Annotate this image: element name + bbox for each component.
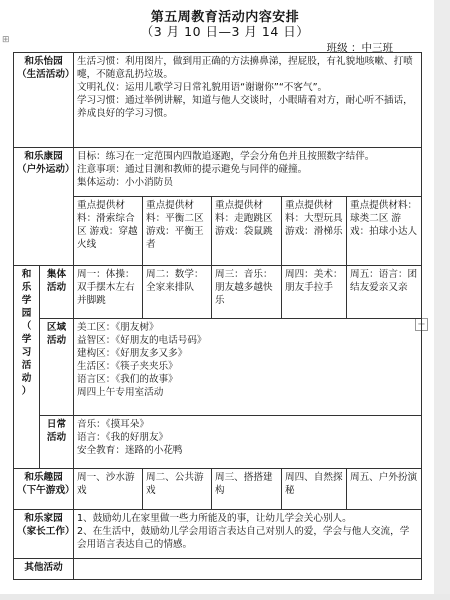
collective-day-cell: 周五：语言：团结友爱亲又亲 xyxy=(347,266,422,319)
daily-line: 安全教育：迷路的小花鸭 xyxy=(77,445,183,456)
document-title: 第五周教育活动内容安排 xyxy=(150,10,300,25)
health-day-cell: 重点提供材料：走跑跳区 游戏：袋鼠跳 xyxy=(212,197,282,266)
class-label: 班级 ：中三班 xyxy=(326,42,393,54)
add-column-icon[interactable]: + xyxy=(415,318,428,331)
row-other xyxy=(14,559,422,580)
health-day-cell: 重点提供材料：平衡二区 游戏：平衡王者 xyxy=(143,197,212,266)
row-family xyxy=(14,510,422,559)
section-health-content xyxy=(74,148,422,197)
right-margin-shade xyxy=(434,0,450,600)
fun-day-cell: 周二、公共游戏 xyxy=(143,469,212,510)
section-family-label: 和乐家园 （家长工作） xyxy=(14,510,74,559)
row-health-days xyxy=(14,197,422,266)
daily-content xyxy=(74,416,422,469)
table-move-handle-icon[interactable]: ⊞ xyxy=(2,35,10,45)
health-day-cell: 重点提供材料：滑索综合区 游戏：穿越火线 xyxy=(74,197,143,266)
daily-line: 音乐：《摸耳朵》 xyxy=(77,419,149,430)
family-line: 1、鼓励幼儿在家里做一些力所能及的事，让幼儿学会关心别人。 xyxy=(77,513,352,524)
daily-label: 日常 活动 xyxy=(40,416,74,469)
collective-day-cell: 周二：数学：全家来排队 xyxy=(143,266,212,319)
schedule-table xyxy=(13,52,422,580)
row-learn-daily xyxy=(14,416,422,469)
area-line: 周四上午专用室活动 xyxy=(77,387,164,398)
area-content xyxy=(74,319,422,416)
health-line: 集体运动：小小消防员 xyxy=(77,177,173,188)
fun-day-cell: 周五、户外扮演 xyxy=(347,469,422,510)
daily-line: 语言：《我的好朋友》 xyxy=(77,432,169,443)
section-health-label: 和乐康园 （户外运动） xyxy=(14,148,74,266)
row-happy xyxy=(14,53,422,148)
area-line: 生活区：《筷子夹夹乐》 xyxy=(77,361,178,372)
family-line: 2、在生活中，鼓励幼儿学会用语言表达自己对别人的爱，学会与他人交流，学会用语言表达自己的情感。 xyxy=(77,526,410,550)
row-learn-area xyxy=(14,319,422,416)
section-happy-content xyxy=(74,53,422,148)
row-health-goals xyxy=(14,148,422,197)
health-day-cell: 重点提供材料：球类二区 游戏：拍球小达人 xyxy=(347,197,422,266)
section-learn-label: 和 乐 学 园 （ 学 习 活 动 ） xyxy=(14,266,40,469)
health-line: 注意事项：通过目测和教师的提示避免与同伴的碰撞。 xyxy=(77,164,308,175)
row-fun xyxy=(14,469,422,510)
fun-day-cell: 周一、沙水游戏 xyxy=(74,469,143,510)
area-line: 语言区：《我们的故事》 xyxy=(77,374,178,385)
section-other-content xyxy=(74,559,422,580)
collective-day-cell: 周一：体操：双手摆木左右并脚跳 xyxy=(74,266,143,319)
row-learn-collective xyxy=(14,266,422,319)
area-line: 美工区：《朋友树》 xyxy=(77,322,159,333)
section-other-label: 其他活动 xyxy=(14,559,74,580)
collective-day-cell: 周四：美术：朋友手拉手 xyxy=(282,266,347,319)
bottom-scroll-area xyxy=(0,594,450,600)
happy-line: 学习习惯：通过举例讲解，知道与他人交谈时，小眼睛看对方，耐心听不插话，养成良好的学习习惯。 xyxy=(77,95,413,119)
collective-day-cell: 周三：音乐：朋友越多越快乐 xyxy=(212,266,282,319)
date-range: （3 月 10 日—3 月 14 日） xyxy=(140,24,310,39)
area-label: 区域 活动 xyxy=(40,319,74,416)
fun-day-cell: 周三、搭搭建构 xyxy=(212,469,282,510)
collective-label: 集体 活动 xyxy=(40,266,74,319)
area-line: 益智区：《好朋友的电话号码》 xyxy=(77,335,207,346)
health-day-cell: 重点提供材料：大型玩具 游戏：滑梯乐 xyxy=(282,197,347,266)
health-line: 目标：练习在一定范围内四散追逐跑，学会分角色并且按照数字结伴。 xyxy=(77,151,375,162)
section-happy-label: 和乐怡园 （生活活动） xyxy=(14,53,74,148)
area-line: 建构区：《好朋友多又多》 xyxy=(77,348,188,359)
fun-day-cell: 周四、自然探秘 xyxy=(282,469,347,510)
section-fun-label: 和乐趣园 （下午游戏） xyxy=(14,469,74,510)
section-family-content xyxy=(74,510,422,559)
happy-line: 文明礼仪：运用儿歌学习日常礼貌用语“谢谢你”“不客气”。 xyxy=(77,82,328,93)
happy-line: 生活习惯：利用图片，做到用正确的方法擤鼻涕，捏屁股，有礼貌地咳嗽、打喷嚏，不随意乱扔垃圾。 xyxy=(77,56,413,80)
